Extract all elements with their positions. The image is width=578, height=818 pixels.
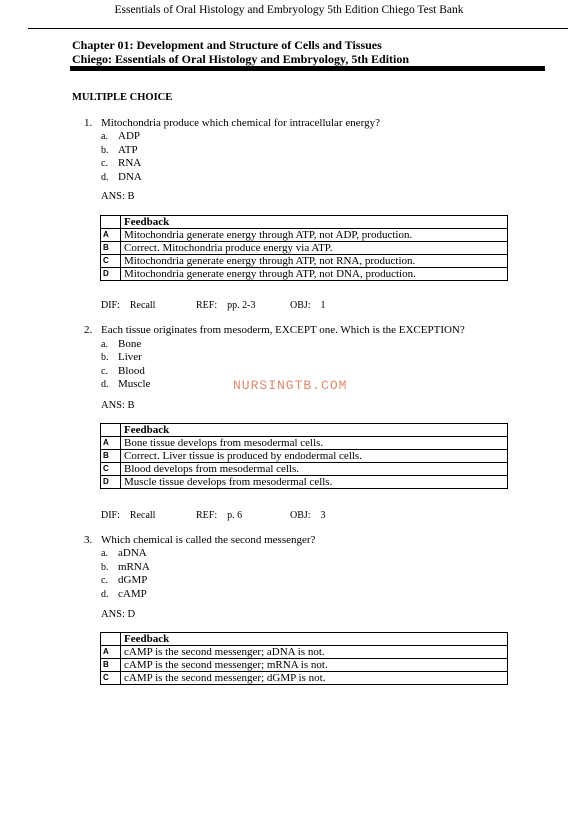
option-letter: c.	[101, 575, 108, 586]
option-letter: d.	[101, 379, 109, 390]
option-letter: a.	[101, 339, 108, 350]
feedback-text: Mitochondria generate energy through ATP, not RNA, production.	[121, 255, 508, 268]
feedback-row	[101, 268, 508, 281]
feedback-letter: B	[101, 659, 121, 672]
feedback-letter: C	[101, 672, 121, 685]
feedback-text: Correct. Liver tissue is produced by endodermal cells.	[121, 450, 508, 463]
feedback-text: Bone tissue develops from mesodermal cells.	[121, 437, 508, 450]
option-text: dGMP	[118, 574, 148, 586]
feedback-letter: B	[101, 450, 121, 463]
feedback-row	[101, 659, 508, 672]
chapter-title: Chapter 01: Development and Structure of Cells and Tissues	[72, 38, 382, 52]
option-letter: a.	[101, 131, 108, 142]
feedback-row	[101, 476, 508, 489]
feedback-letter: A	[101, 646, 121, 659]
difficulty: DIF: Recall	[101, 510, 156, 521]
option-letter: b.	[101, 562, 109, 573]
option-text: ADP	[118, 130, 141, 142]
option-letter: b.	[101, 352, 109, 363]
feedback-row	[101, 672, 508, 685]
feedback-text: Mitochondria generate energy through ATP, not ADP, production.	[121, 229, 508, 242]
option-text: Blood	[118, 365, 145, 377]
feedback-row	[101, 437, 508, 450]
option-letter: a.	[101, 548, 108, 559]
option-letter: c.	[101, 366, 108, 377]
feedback-row	[101, 229, 508, 242]
option-text: ATP	[118, 144, 138, 156]
feedback-row	[101, 463, 508, 476]
feedback-text: Blood develops from mesodermal cells.	[121, 463, 508, 476]
feedback-row	[101, 450, 508, 463]
feedback-letter: A	[101, 229, 121, 242]
option-text: mRNA	[118, 561, 150, 573]
feedback-header: Feedback	[121, 424, 508, 437]
option-text: DNA	[118, 171, 142, 183]
question-number: 1.	[84, 117, 93, 129]
option-text: cAMP	[118, 588, 147, 600]
difficulty: DIF: Recall	[101, 300, 156, 311]
question-text: Mitochondria produce which chemical for intracellular energy?	[101, 117, 380, 129]
option-letter: c.	[101, 158, 108, 169]
feedback-letter: D	[101, 476, 121, 489]
option-letter: d.	[101, 589, 109, 600]
option-letter: d.	[101, 172, 109, 183]
feedback-letter: C	[101, 463, 121, 476]
feedback-table	[100, 423, 508, 489]
feedback-letter: C	[101, 255, 121, 268]
feedback-row	[101, 242, 508, 255]
feedback-header: Feedback	[121, 216, 508, 229]
objective: OBJ: 1	[290, 300, 326, 311]
header-divider	[28, 28, 568, 29]
option-text: Bone	[118, 338, 142, 350]
feedback-row	[101, 255, 508, 268]
feedback-text: Correct. Mitochondria produce energy via ATP.	[121, 242, 508, 255]
reference: REF: pp. 2-3	[196, 300, 256, 311]
feedback-header-blank	[101, 216, 121, 229]
question-number: 3.	[84, 534, 93, 546]
question-text: Each tissue originates from mesoderm, EXCEPT one. Which is the EXCEPTION?	[101, 324, 465, 336]
feedback-text: Mitochondria generate energy through ATP, not DNA, production.	[121, 268, 508, 281]
answer-key: ANS: B	[101, 191, 135, 202]
feedback-letter: B	[101, 242, 121, 255]
feedback-header: Feedback	[121, 633, 508, 646]
watermark: NURSINGTB.COM	[233, 378, 348, 393]
feedback-table	[100, 215, 508, 281]
question-number: 2.	[84, 324, 93, 336]
reference: REF: p. 6	[196, 510, 243, 521]
option-text: aDNA	[118, 547, 147, 559]
option-text: RNA	[118, 157, 142, 169]
feedback-text: cAMP is the second messenger; aDNA is not.	[121, 646, 508, 659]
title-bar	[70, 66, 545, 71]
option-letter: b.	[101, 145, 109, 156]
answer-key: ANS: D	[101, 609, 136, 620]
feedback-header-blank	[101, 633, 121, 646]
running-header: Essentials of Oral Histology and Embryology 5th Edition Chiego Test Bank	[114, 4, 464, 16]
feedback-table	[100, 632, 508, 685]
question-text: Which chemical is called the second messenger?	[101, 534, 316, 546]
option-text: Muscle	[118, 378, 151, 390]
feedback-letter: A	[101, 437, 121, 450]
feedback-text: Muscle tissue develops from mesodermal cells.	[121, 476, 508, 489]
feedback-header-blank	[101, 424, 121, 437]
feedback-row	[101, 646, 508, 659]
feedback-letter: D	[101, 268, 121, 281]
option-text: Liver	[118, 351, 142, 363]
book-title: Chiego: Essentials of Oral Histology and Embryology, 5th Edition	[72, 52, 410, 66]
answer-key: ANS: B	[101, 400, 135, 411]
section-heading: MULTIPLE CHOICE	[72, 92, 173, 103]
objective: OBJ: 3	[290, 510, 326, 521]
feedback-text: cAMP is the second messenger; mRNA is not.	[121, 659, 508, 672]
feedback-text: cAMP is the second messenger; dGMP is not.	[121, 672, 508, 685]
